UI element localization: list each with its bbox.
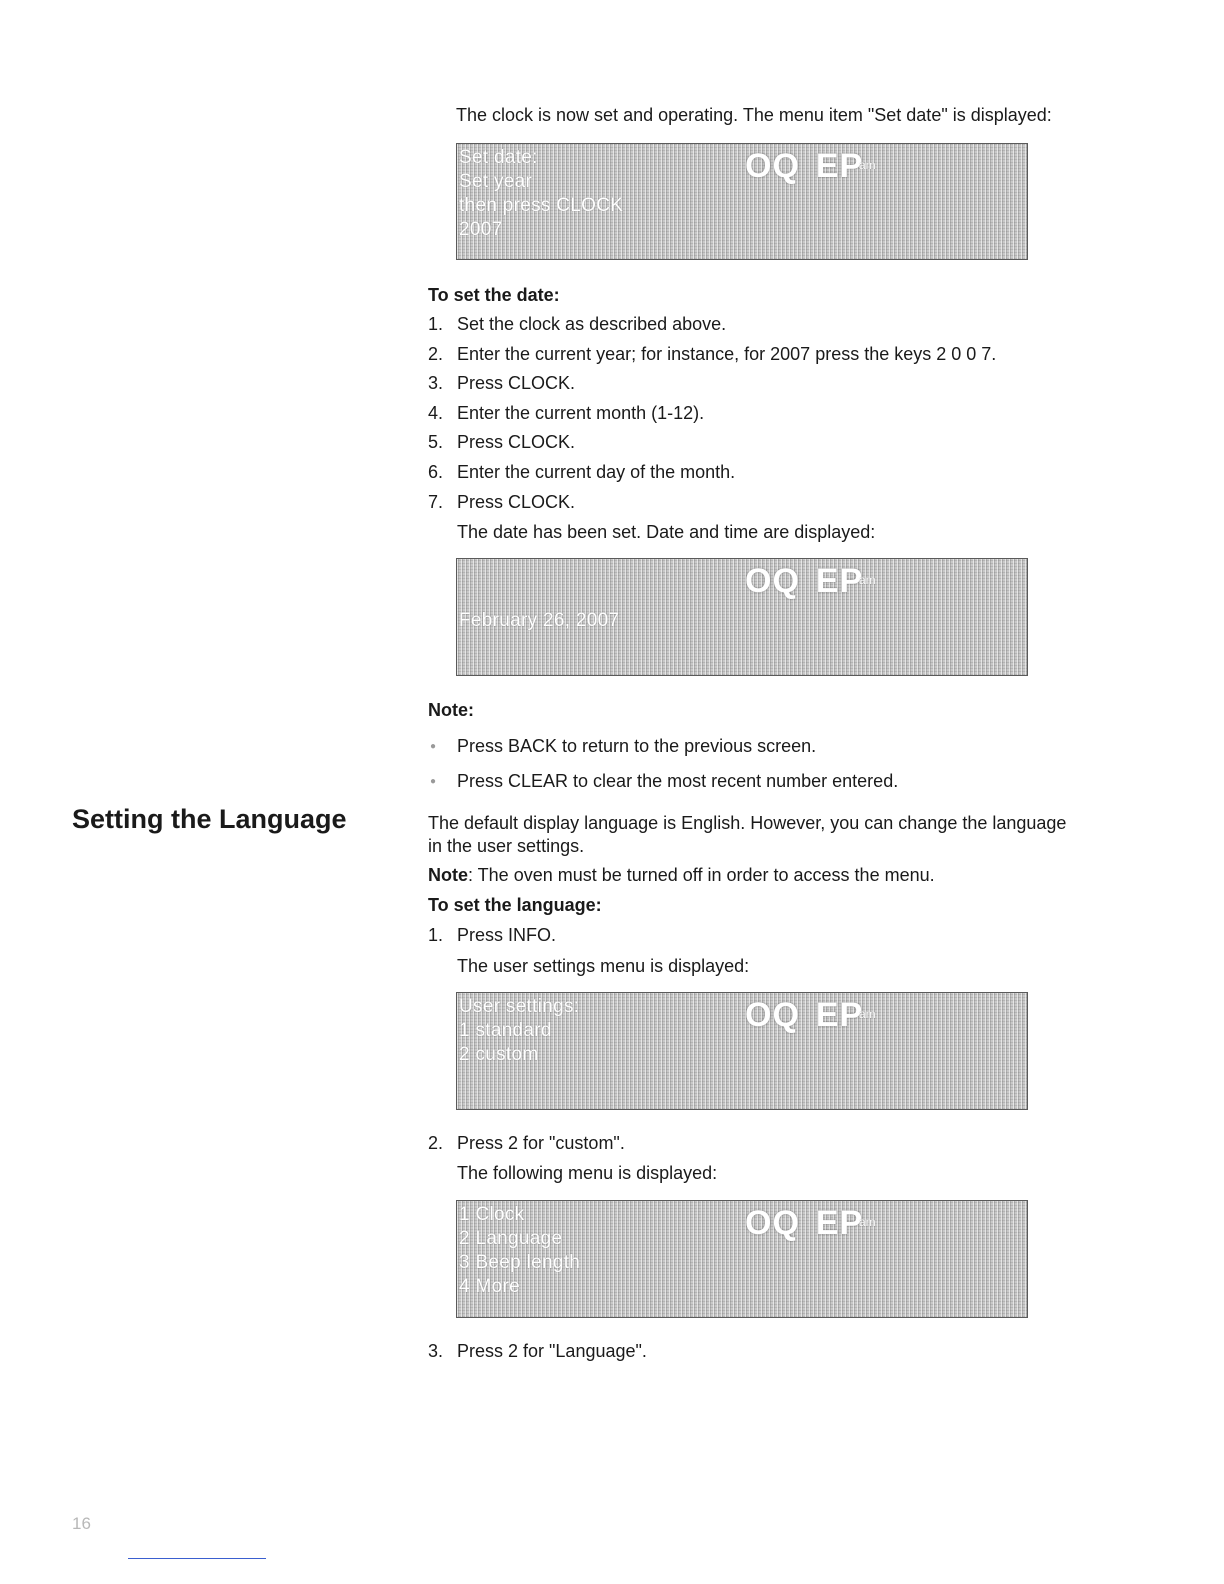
display-line: then press CLOCK xyxy=(459,195,624,216)
step-number: 5. xyxy=(428,432,444,452)
display-line: 2 Language xyxy=(459,1228,563,1249)
note-label: Note xyxy=(428,865,468,885)
step-text: Press INFO. xyxy=(457,925,557,945)
step-number: 2. xyxy=(428,1133,444,1153)
display-logo-left: OQ xyxy=(745,562,800,600)
page-number: 16 xyxy=(72,1514,91,1533)
oven-display-user-settings xyxy=(456,992,1028,1110)
step-item xyxy=(428,492,575,514)
step-item xyxy=(428,1133,625,1155)
display-line: 4 More xyxy=(459,1276,520,1297)
step-text: Press CLOCK. xyxy=(457,373,576,393)
note-heading: Note: xyxy=(428,700,474,720)
note-bullet: Press BACK to return to the previous screen. xyxy=(457,736,817,756)
step-item xyxy=(428,1341,647,1363)
step-number: 1. xyxy=(428,925,444,945)
display-am-indicator: am xyxy=(859,1215,876,1229)
display-logo-left: OQ xyxy=(745,147,800,185)
step-text: Press CLOCK. xyxy=(457,492,576,512)
display-am-indicator: am xyxy=(859,158,876,172)
display-am-indicator: am xyxy=(859,573,876,587)
step-item xyxy=(428,925,556,947)
note-bullet: Press CLEAR to clear the most recent number entered. xyxy=(457,771,899,791)
display-logo xyxy=(745,561,863,601)
step-item xyxy=(428,462,735,484)
step-text: Enter the current year; for instance, for 2007 press the keys 2 0 0 7. xyxy=(457,344,997,364)
display-am-indicator: am xyxy=(859,1007,876,1021)
set-date-result: The date has been set. Date and time are displayed: xyxy=(457,522,876,542)
bullet-icon: ● xyxy=(430,776,437,787)
display-line: February 26, 2007 xyxy=(459,610,620,631)
bullet-icon: ● xyxy=(430,741,437,752)
display-logo xyxy=(745,146,863,186)
footer-rule xyxy=(128,1558,266,1559)
step-number: 3. xyxy=(428,373,444,393)
step-item xyxy=(428,403,704,425)
display-logo xyxy=(745,1203,863,1243)
display-logo xyxy=(745,995,863,1035)
display-line xyxy=(459,561,619,585)
step1-result: The user settings menu is displayed: xyxy=(457,956,750,976)
display-line: 3 Beep length xyxy=(459,1252,581,1273)
section-heading-language: Setting the Language xyxy=(72,804,347,834)
step-text: Press CLOCK. xyxy=(457,432,576,452)
step-number: 4. xyxy=(428,403,444,423)
step-item xyxy=(428,344,996,366)
step-number: 2. xyxy=(428,344,444,364)
step2-result: The following menu is displayed: xyxy=(457,1163,718,1183)
set-date-heading: To set the date: xyxy=(428,285,560,305)
step-item xyxy=(428,314,726,336)
display-logo-left: OQ xyxy=(745,996,800,1034)
display-line: 2 custom xyxy=(459,1044,539,1065)
intro-text: The clock is now set and operating. The menu item "Set date" is displayed: xyxy=(456,105,1052,125)
display-line: Set year xyxy=(459,171,533,192)
display-line: Set date: xyxy=(459,147,538,168)
display-logo-right: EP xyxy=(815,996,864,1034)
display-logo-right: EP xyxy=(815,1204,864,1242)
language-note xyxy=(428,865,935,887)
step-item xyxy=(428,432,575,454)
step-number: 3. xyxy=(428,1341,444,1361)
step-text: Press 2 for "custom". xyxy=(457,1133,625,1153)
language-paragraph-line1: The default display language is English. However, you can change the language xyxy=(428,813,1067,833)
oven-display-custom-menu xyxy=(456,1200,1028,1318)
step-text: Enter the current day of the month. xyxy=(457,462,736,482)
display-logo-left: OQ xyxy=(745,1204,800,1242)
display-line: 2007 xyxy=(459,219,503,240)
set-language-heading: To set the language: xyxy=(428,895,602,915)
display-line: 1 standard xyxy=(459,1020,552,1041)
step-number: 1. xyxy=(428,314,444,334)
display-line: User settings: xyxy=(459,996,580,1017)
step-number: 7. xyxy=(428,492,444,512)
language-paragraph-line2: in the user settings. xyxy=(428,836,585,856)
step-text: Press 2 for "Language". xyxy=(457,1341,647,1361)
oven-display-date-time xyxy=(456,558,1028,676)
display-logo-right: EP xyxy=(815,147,864,185)
display-line xyxy=(459,585,619,609)
step-text: Enter the current month (1-12). xyxy=(457,403,705,423)
note-text: : The oven must be turned off in order to access the menu. xyxy=(468,865,935,885)
step-number: 6. xyxy=(428,462,444,482)
oven-display-set-date xyxy=(456,143,1028,260)
step-text: Set the clock as described above. xyxy=(457,314,727,334)
display-line: 1 Clock xyxy=(459,1204,525,1225)
display-logo-right: EP xyxy=(815,562,864,600)
step-item xyxy=(428,373,575,395)
